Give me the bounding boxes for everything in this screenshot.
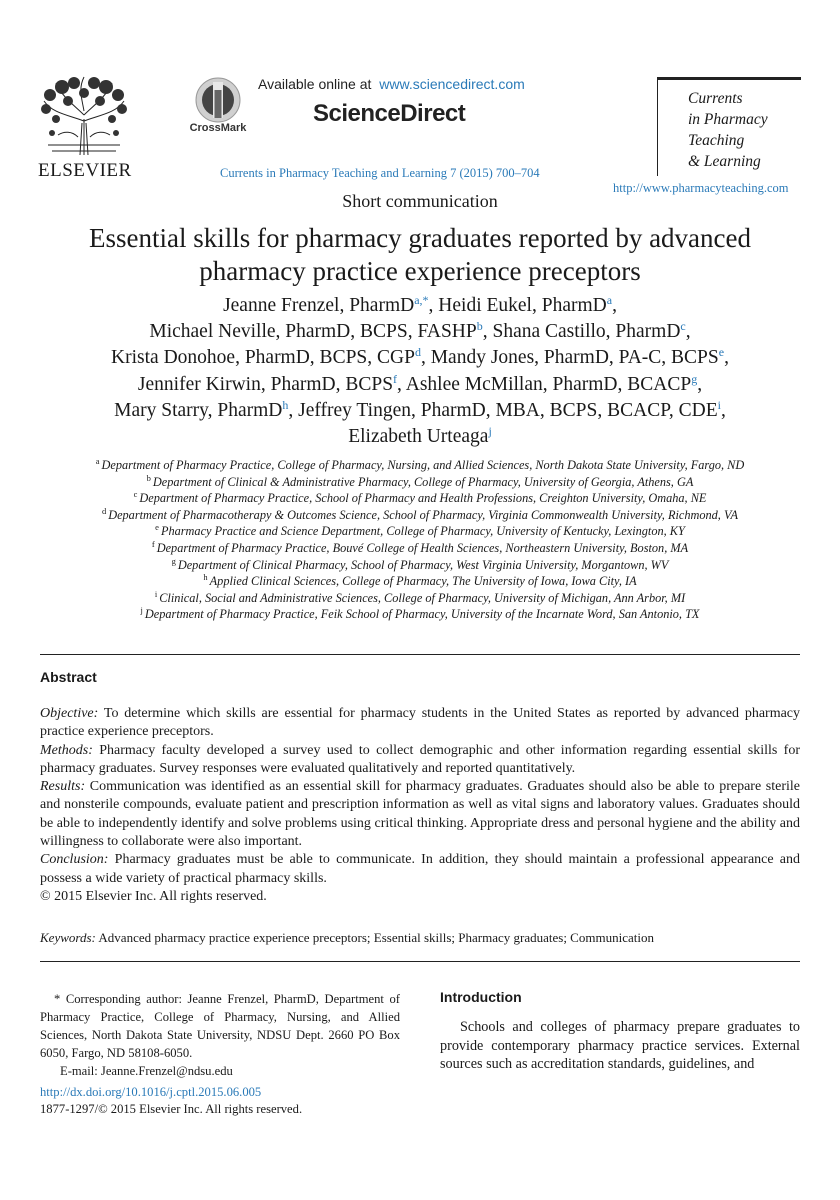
doi-link[interactable]: http://dx.doi.org/10.1016/j.cptl.2015.06.005 xyxy=(40,1085,262,1099)
journal-homepage-link[interactable]: http://www.pharmacyteaching.com xyxy=(613,181,789,195)
affiliation-label: e xyxy=(155,522,159,533)
affiliation-text: Department of Pharmacy Practice, College of Pharmacy, Nursing, and Allied Sciences, North Dakota State University, Fargo, ND xyxy=(101,458,745,472)
abstract-conclusion-label: Conclusion: xyxy=(40,852,109,868)
affiliation-label: d xyxy=(101,505,107,516)
author-name[interactable]: Mandy Jones, PharmD, PA-C, BCPS xyxy=(430,347,719,369)
corresponding-author-email[interactable]: E-mail: Jeanne.Frenzel@ndsu.edu xyxy=(60,1064,233,1078)
author-affil-ref[interactable]: b xyxy=(476,319,483,334)
author-affil-ref[interactable]: h xyxy=(282,397,289,412)
abstract-results-text: Communication was identified as an essential skill for pharmacy graduates. Graduates should also be able to prepare sterile and nonsterile compounds, evaluate patient and prescription information as well as vital signs and laboratory values. Graduates should be able to independently identify and solve problems using critical thinking. Appropriate dress and personal hygiene and the ability and willingness to collaborate were also important. xyxy=(40,779,801,850)
affiliation-label: j xyxy=(140,605,143,616)
available-prefix: Available online at xyxy=(258,76,372,92)
author-name[interactable]: Elizabeth Urteaga xyxy=(348,426,489,448)
affiliation-text: Department of Pharmacy Practice, Bouvé College of Health Sciences, Northeastern University, Boston, MA xyxy=(156,540,689,555)
title-line: Essential skills for pharmacy graduates reported by advanced xyxy=(88,223,751,253)
abstract-methods-label: Methods: xyxy=(40,742,93,758)
affiliation-item xyxy=(20,507,820,524)
affiliation-text: Department of Clinical & Administrative Pharmacy, College of Pharmacy, University of Georgia, Athens, GA xyxy=(152,474,694,489)
affiliation-text: Department of Pharmacotherapy & Outcomes Science, School of Pharmacy, Virginia Commonwealth University, Richmond, VA xyxy=(108,507,739,522)
journal-box-line: Teaching xyxy=(688,132,745,149)
abstract-heading: Abstract xyxy=(40,669,97,685)
abstract-methods-text: Pharmacy faculty developed a survey used to collect demographic and other information regarding essential skills for pharmacy graduates. Survey responses were evaluated qualitatively and reported quantitatively. xyxy=(40,742,800,776)
affiliation-text: Clinical, Social and Administrative Sciences, College of Pharmacy, University of Michigan, Ann Arbor, MI xyxy=(159,590,686,605)
author-separator: , xyxy=(397,373,406,395)
affiliation-item xyxy=(20,590,820,607)
abstract-conclusion xyxy=(40,851,800,888)
publisher-name: ELSEVIER xyxy=(38,160,132,181)
abstract-conclusion-text: Pharmacy graduates must be able to communicate. In addition, they should maintain a professional appearance and possess a wide variety of practical pharmacy skills. xyxy=(40,852,800,886)
abstract-results xyxy=(40,778,800,851)
journal-box-line: Currents xyxy=(688,90,743,107)
affiliation-item xyxy=(20,557,820,574)
affiliation-item xyxy=(20,490,820,507)
author-name[interactable]: Heidi Eukel, PharmD xyxy=(438,295,607,316)
author-name[interactable]: Ashlee McMillan, PharmD, BCACP xyxy=(405,373,692,395)
issn-copyright: 1877-1297/© 2015 Elsevier Inc. All rights reserved. xyxy=(40,1102,303,1116)
author-affil-ref[interactable]: f xyxy=(393,371,398,386)
corresponding-author-text: * Corresponding author: Jeanne Frenzel, PharmD, Department of Pharmacy Practice, College of Pharmacy, Nursing, and Allied Sciences, North Dakota State University, NDSU Dept. 2660 PO Box 6050, Fargo, ND 58108-6050. xyxy=(40,992,400,1060)
affiliation-item xyxy=(20,457,820,474)
affiliation-label: i xyxy=(154,588,158,599)
title-line: pharmacy practice experience preceptors xyxy=(199,256,641,286)
author-name[interactable]: Michael Neville, PharmD, BCPS, FASHP xyxy=(149,321,477,343)
abstract-objective xyxy=(40,705,800,742)
affiliation-list xyxy=(20,457,820,623)
abstract-objective-label: Objective: xyxy=(40,706,99,721)
affiliation-label: c xyxy=(133,489,138,500)
journal-box-line: in Pharmacy xyxy=(688,111,768,128)
article-title xyxy=(40,222,800,288)
author-affil-ref[interactable]: c xyxy=(680,319,686,334)
journal-box-line: & Learning xyxy=(688,153,761,170)
affiliation-item xyxy=(20,523,820,540)
author-separator: , xyxy=(612,295,617,316)
author-affil-ref[interactable]: e xyxy=(718,345,725,360)
introduction-heading: Introduction xyxy=(440,989,522,1005)
abstract-objective-text: To determine which skills are essential for pharmacy students in the United States as reported by advanced pharmacy practice experience preceptors. xyxy=(40,706,801,740)
article-type: Short communication xyxy=(342,191,498,211)
available-online xyxy=(258,76,525,92)
affiliation-item xyxy=(20,606,820,623)
crossmark-label: CrossMark xyxy=(189,122,247,134)
author-affil-ref[interactable]: j xyxy=(488,424,492,439)
affiliation-label: b xyxy=(146,472,151,483)
author-name[interactable]: Krista Donohoe, PharmD, BCPS, CGP xyxy=(111,347,415,369)
keywords-label: Keywords: xyxy=(40,930,96,945)
abstract-methods xyxy=(40,742,800,779)
abstract-bottom-rule xyxy=(40,961,800,962)
author-list xyxy=(40,293,800,450)
author-name[interactable]: Mary Starry, PharmD xyxy=(114,399,283,421)
author-separator: , xyxy=(724,347,729,369)
affiliation-label: a xyxy=(95,456,100,466)
abstract-body xyxy=(40,705,800,906)
affiliation-label: f xyxy=(151,538,155,549)
affiliation-text: Department of Pharmacy Practice, Feik School of Pharmacy, University of the Incarnate Word, San Antonio, TX xyxy=(144,607,700,622)
affiliation-label: h xyxy=(203,572,208,583)
affiliation-text: Pharmacy Practice and Science Department, College of Pharmacy, University of Kentucky, Lexington, KY xyxy=(160,524,685,539)
author-separator: , xyxy=(685,321,691,343)
affiliation-item xyxy=(20,540,820,557)
affiliation-text: Department of Clinical Pharmacy, School of Pharmacy, West Virginia University, Morgantown, WV xyxy=(177,557,669,572)
author-name[interactable]: Jennifer Kirwin, PharmD, BCPS xyxy=(137,373,394,395)
author-separator: , xyxy=(720,399,726,421)
author-affil-ref[interactable]: g xyxy=(691,371,698,386)
journal-title-box xyxy=(657,77,801,176)
author-separator: , xyxy=(288,399,299,421)
affiliation-item xyxy=(20,474,820,491)
affiliation-item xyxy=(20,573,820,590)
sciencedirect-wordmark: ScienceDirect xyxy=(313,100,466,127)
author-affil-ref[interactable]: d xyxy=(414,345,421,360)
abstract-top-rule xyxy=(40,654,800,655)
author-affil-ref[interactable]: a xyxy=(606,293,613,307)
author-separator: , xyxy=(697,373,703,395)
author-separator: , xyxy=(428,295,439,316)
author-name[interactable]: Jeanne Frenzel, PharmD xyxy=(223,295,415,316)
keywords-text: Advanced pharmacy practice experience preceptors; Essential skills; Pharmacy graduates; Communication xyxy=(98,930,654,945)
author-affil-ref[interactable]: a,* xyxy=(414,293,429,307)
author-name[interactable]: Jeffrey Tingen, PharmD, MBA, BCPS, BCACP, CDE xyxy=(298,399,718,421)
author-name[interactable]: Shana Castillo, PharmD xyxy=(492,321,681,343)
author-separator: , xyxy=(420,347,431,369)
affiliation-text: Department of Pharmacy Practice, School of Pharmacy and Health Professions, Creighton University, Omaha, NE xyxy=(139,491,707,506)
abstract-copyright: © 2015 Elsevier Inc. All rights reserved. xyxy=(40,888,267,904)
corresponding-author-footnote xyxy=(40,990,400,1080)
affiliation-text: Applied Clinical Sciences, College of Pharmacy, The University of Iowa, Iowa City, IA xyxy=(209,574,637,589)
author-affil-ref[interactable]: i xyxy=(717,397,721,412)
sciencedirect-link[interactable]: www.sciencedirect.com xyxy=(379,76,525,92)
author-separator: , xyxy=(482,321,493,343)
affiliation-label: g xyxy=(171,555,176,566)
keywords xyxy=(40,930,800,946)
journal-citation-link[interactable]: Currents in Pharmacy Teaching and Learning 7 (2015) 700–704 xyxy=(220,166,540,180)
abstract-results-label: Results: xyxy=(40,779,86,795)
introduction-text: Schools and colleges of pharmacy prepare graduates to provide contemporary pharmacy practice services. External sources such as accreditation standards, guidelines, and xyxy=(440,1019,800,1072)
